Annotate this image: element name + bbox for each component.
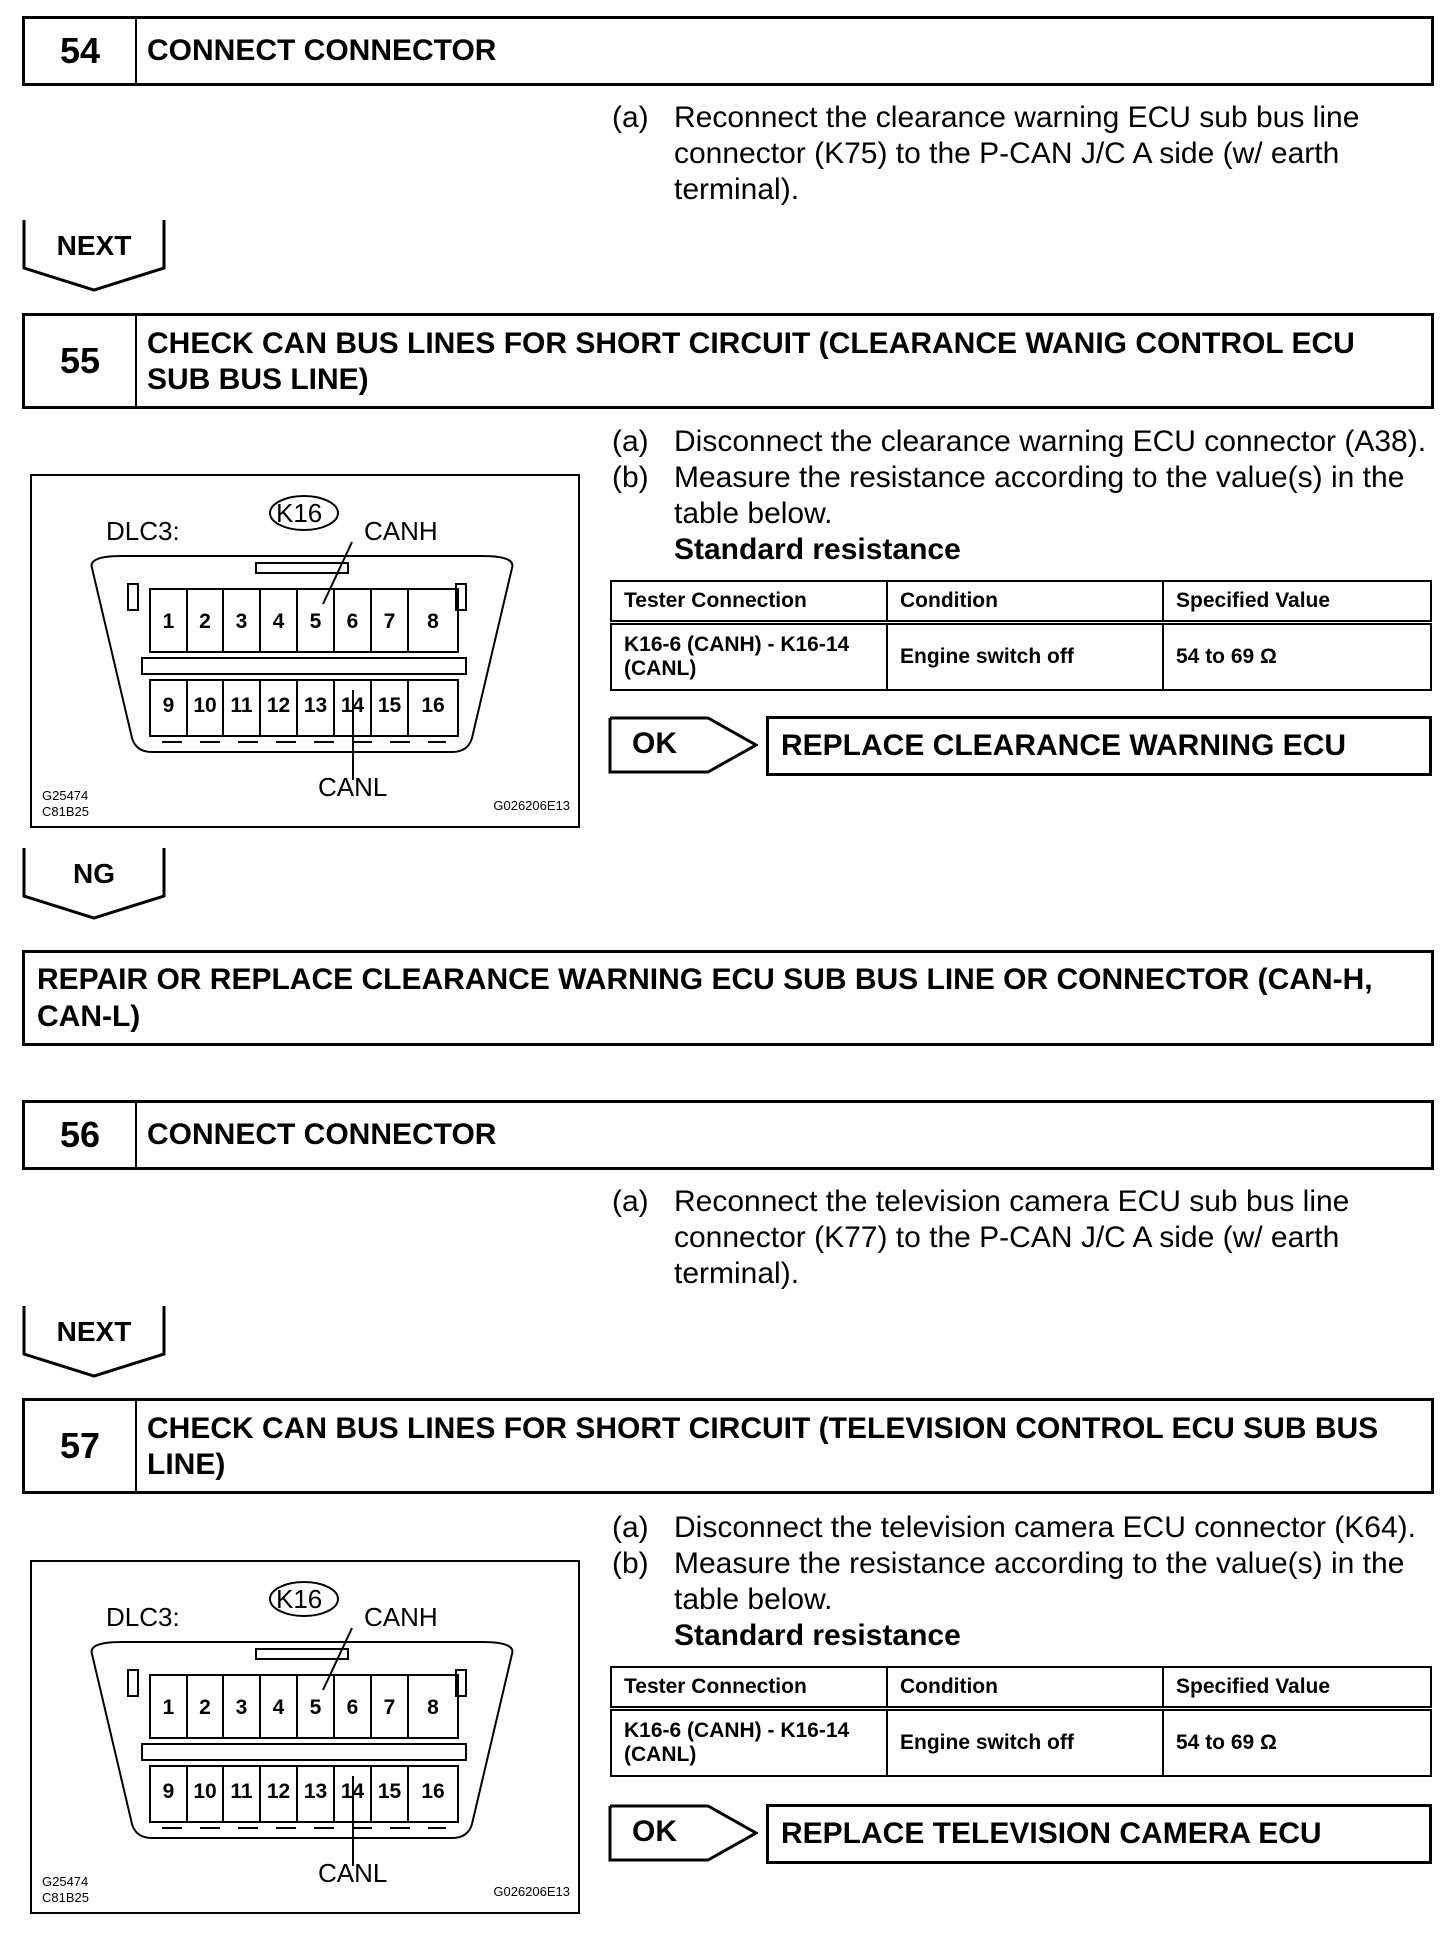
figure-code-3: G026206E13: [493, 798, 570, 813]
table-header: Tester Connection: [611, 581, 887, 623]
table-cell: K16-6 (CANH) - K16-14 (CANL): [611, 1709, 887, 1777]
dlc3-label: DLC3:: [106, 1602, 180, 1632]
pin-label: 2: [199, 1696, 211, 1719]
instruction-label: (a): [612, 425, 649, 458]
step-54-header: [22, 16, 1434, 86]
next-arrow-1: [22, 220, 166, 292]
instruction-label: (b): [612, 461, 649, 494]
step-57-instruction-a: [612, 1510, 1432, 1546]
pin-label: 11: [230, 694, 253, 717]
step-number: 56: [25, 1103, 137, 1167]
step-number: 57: [25, 1401, 137, 1491]
pin-label: 8: [427, 610, 439, 633]
pin-label: 8: [427, 1696, 439, 1719]
pin-label: 14: [340, 1780, 365, 1803]
pin-label: 7: [383, 1696, 396, 1719]
step-57-instruction-b: [612, 1546, 1432, 1656]
instruction-text: [674, 460, 1432, 568]
pin-label: 12: [266, 694, 291, 717]
instruction-label: (a): [612, 1185, 649, 1218]
pin-label: 14: [340, 694, 365, 717]
standard-resistance-label: Standard resistance: [674, 533, 961, 566]
canl-label: CANL: [318, 772, 388, 802]
ok-label: OK: [632, 1815, 677, 1848]
pin-label: 3: [235, 1696, 248, 1719]
figure-code-1: G25474: [42, 788, 89, 803]
table-header: Specified Value: [1163, 581, 1431, 623]
instruction-text: Reconnect the clearance warning ECU sub bus line connector (K75) to the P-CAN J/C A side (w/ earth terminal).: [674, 101, 1360, 206]
pin-label: 6: [346, 610, 359, 633]
figure-code-2: C81B25: [42, 804, 89, 819]
figure-code-2: C81B25: [42, 1890, 89, 1905]
connector-code-label: K16: [276, 1584, 323, 1614]
figure-code-1: G25474: [42, 1874, 89, 1889]
canl-label: CANL: [318, 1858, 388, 1888]
table-cell: 54 to 69 Ω: [1163, 623, 1431, 691]
step-number: 55: [25, 316, 137, 406]
pin-label: 12: [266, 1780, 291, 1803]
step-title: CHECK CAN BUS LINES FOR SHORT CIRCUIT (CLEARANCE WANIG CONTROL ECU SUB BUS LINE): [147, 327, 1355, 396]
pin-label: 13: [303, 694, 328, 717]
instruction-label: (a): [612, 101, 649, 134]
pin-label: 1: [162, 610, 175, 633]
step-54-instruction: [612, 100, 1432, 210]
table-cell: K16-6 (CANH) - K16-14 (CANL): [611, 623, 887, 691]
ok-result-55: REPLACE CLEARANCE WARNING ECU: [766, 716, 1432, 776]
step-55-header: [22, 313, 1434, 409]
step-title: CHECK CAN BUS LINES FOR SHORT CIRCUIT (TELEVISION CONTROL ECU SUB BUS LINE): [147, 1412, 1379, 1481]
pin-label: 9: [162, 1780, 175, 1803]
pin-label: 4: [272, 1696, 285, 1719]
pin-label: 10: [193, 1780, 217, 1803]
instruction-text-b: Measure the resistance according to the value(s) in the table below.: [674, 1547, 1405, 1616]
canh-label: CANH: [364, 516, 438, 546]
table-cell: Engine switch off: [887, 1709, 1163, 1777]
ng-result-55: REPAIR OR REPLACE CLEARANCE WARNING ECU SUB BUS LINE OR CONNECTOR (CAN-H, CAN-L): [22, 950, 1434, 1046]
pin-label: 7: [383, 610, 396, 633]
figure-code-3: G026206E13: [493, 1884, 570, 1899]
pin-label: 2: [199, 610, 211, 633]
dlc3-figure-55: [30, 474, 580, 828]
ng-label: NG: [73, 858, 115, 889]
table-cell: Engine switch off: [887, 623, 1163, 691]
resistance-table-55: [610, 580, 1432, 691]
ok-result-57: REPLACE TELEVISION CAMERA ECU: [766, 1804, 1432, 1864]
step-title: CONNECT CONNECTOR: [147, 34, 497, 67]
pin-label: 15: [377, 1780, 402, 1803]
pin-label: 6: [346, 1696, 359, 1719]
connector-code-label: K16: [276, 498, 323, 528]
instruction-text: Reconnect the television camera ECU sub bus line connector (K77) to the P-CAN J/C A side (w/ earth terminal).: [674, 1185, 1350, 1290]
step-55-instruction-b: [612, 460, 1432, 570]
next-label: NEXT: [56, 1316, 132, 1347]
ok-arrow-57: [608, 1804, 758, 1862]
pin-label: 9: [162, 694, 175, 717]
ok-arrow-shape: [608, 1804, 758, 1862]
instruction-text: Disconnect the clearance warning ECU connector (A38).: [674, 425, 1427, 458]
pin-row-bottom: [150, 1780, 458, 1804]
instruction-label: (a): [612, 1511, 649, 1544]
pin-label: 5: [309, 1696, 322, 1719]
dlc3-figure-57: [30, 1560, 580, 1914]
instruction-text: Disconnect the television camera ECU connector (K64).: [674, 1511, 1417, 1544]
pin-label: 16: [421, 694, 445, 717]
pin-row-top: [150, 1696, 458, 1720]
table-header: Specified Value: [1163, 1667, 1431, 1709]
step-title: CONNECT CONNECTOR: [147, 1118, 497, 1151]
pin-label: 15: [377, 694, 402, 717]
pin-row-bottom: [150, 694, 458, 718]
step-56-instruction: [612, 1184, 1432, 1294]
ok-arrow-55: [608, 716, 758, 774]
table-header: Tester Connection: [611, 1667, 887, 1709]
table-cell: 54 to 69 Ω: [1163, 1709, 1431, 1777]
instruction-text: [674, 1546, 1432, 1654]
instruction-label: (b): [612, 1547, 649, 1580]
pin-label: 1: [162, 1696, 175, 1719]
instruction-text-b: Measure the resistance according to the value(s) in the table below.: [674, 461, 1405, 530]
pin-label: 3: [235, 610, 248, 633]
pin-label: 10: [193, 694, 217, 717]
next-label: NEXT: [56, 230, 132, 261]
table-header: Condition: [887, 1667, 1163, 1709]
ok-arrow-shape: [608, 716, 758, 774]
ng-arrow: [22, 848, 166, 920]
table-header: Condition: [887, 581, 1163, 623]
resistance-table-57: [610, 1666, 1432, 1777]
next-arrow-2: [22, 1306, 166, 1378]
ok-label: OK: [632, 727, 677, 760]
step-number: 54: [25, 19, 137, 83]
pin-row-top: [150, 610, 458, 634]
pin-label: 13: [303, 1780, 328, 1803]
pin-label: 11: [230, 1780, 253, 1803]
pin-label: 5: [309, 610, 322, 633]
step-56-header: [22, 1100, 1434, 1170]
dlc3-label: DLC3:: [106, 516, 180, 546]
pin-label: 4: [272, 610, 285, 633]
step-57-header: [22, 1398, 1434, 1494]
pin-label: 16: [421, 1780, 445, 1803]
standard-resistance-label: Standard resistance: [674, 1619, 961, 1652]
canh-label: CANH: [364, 1602, 438, 1632]
step-55-instruction-a: [612, 424, 1432, 460]
